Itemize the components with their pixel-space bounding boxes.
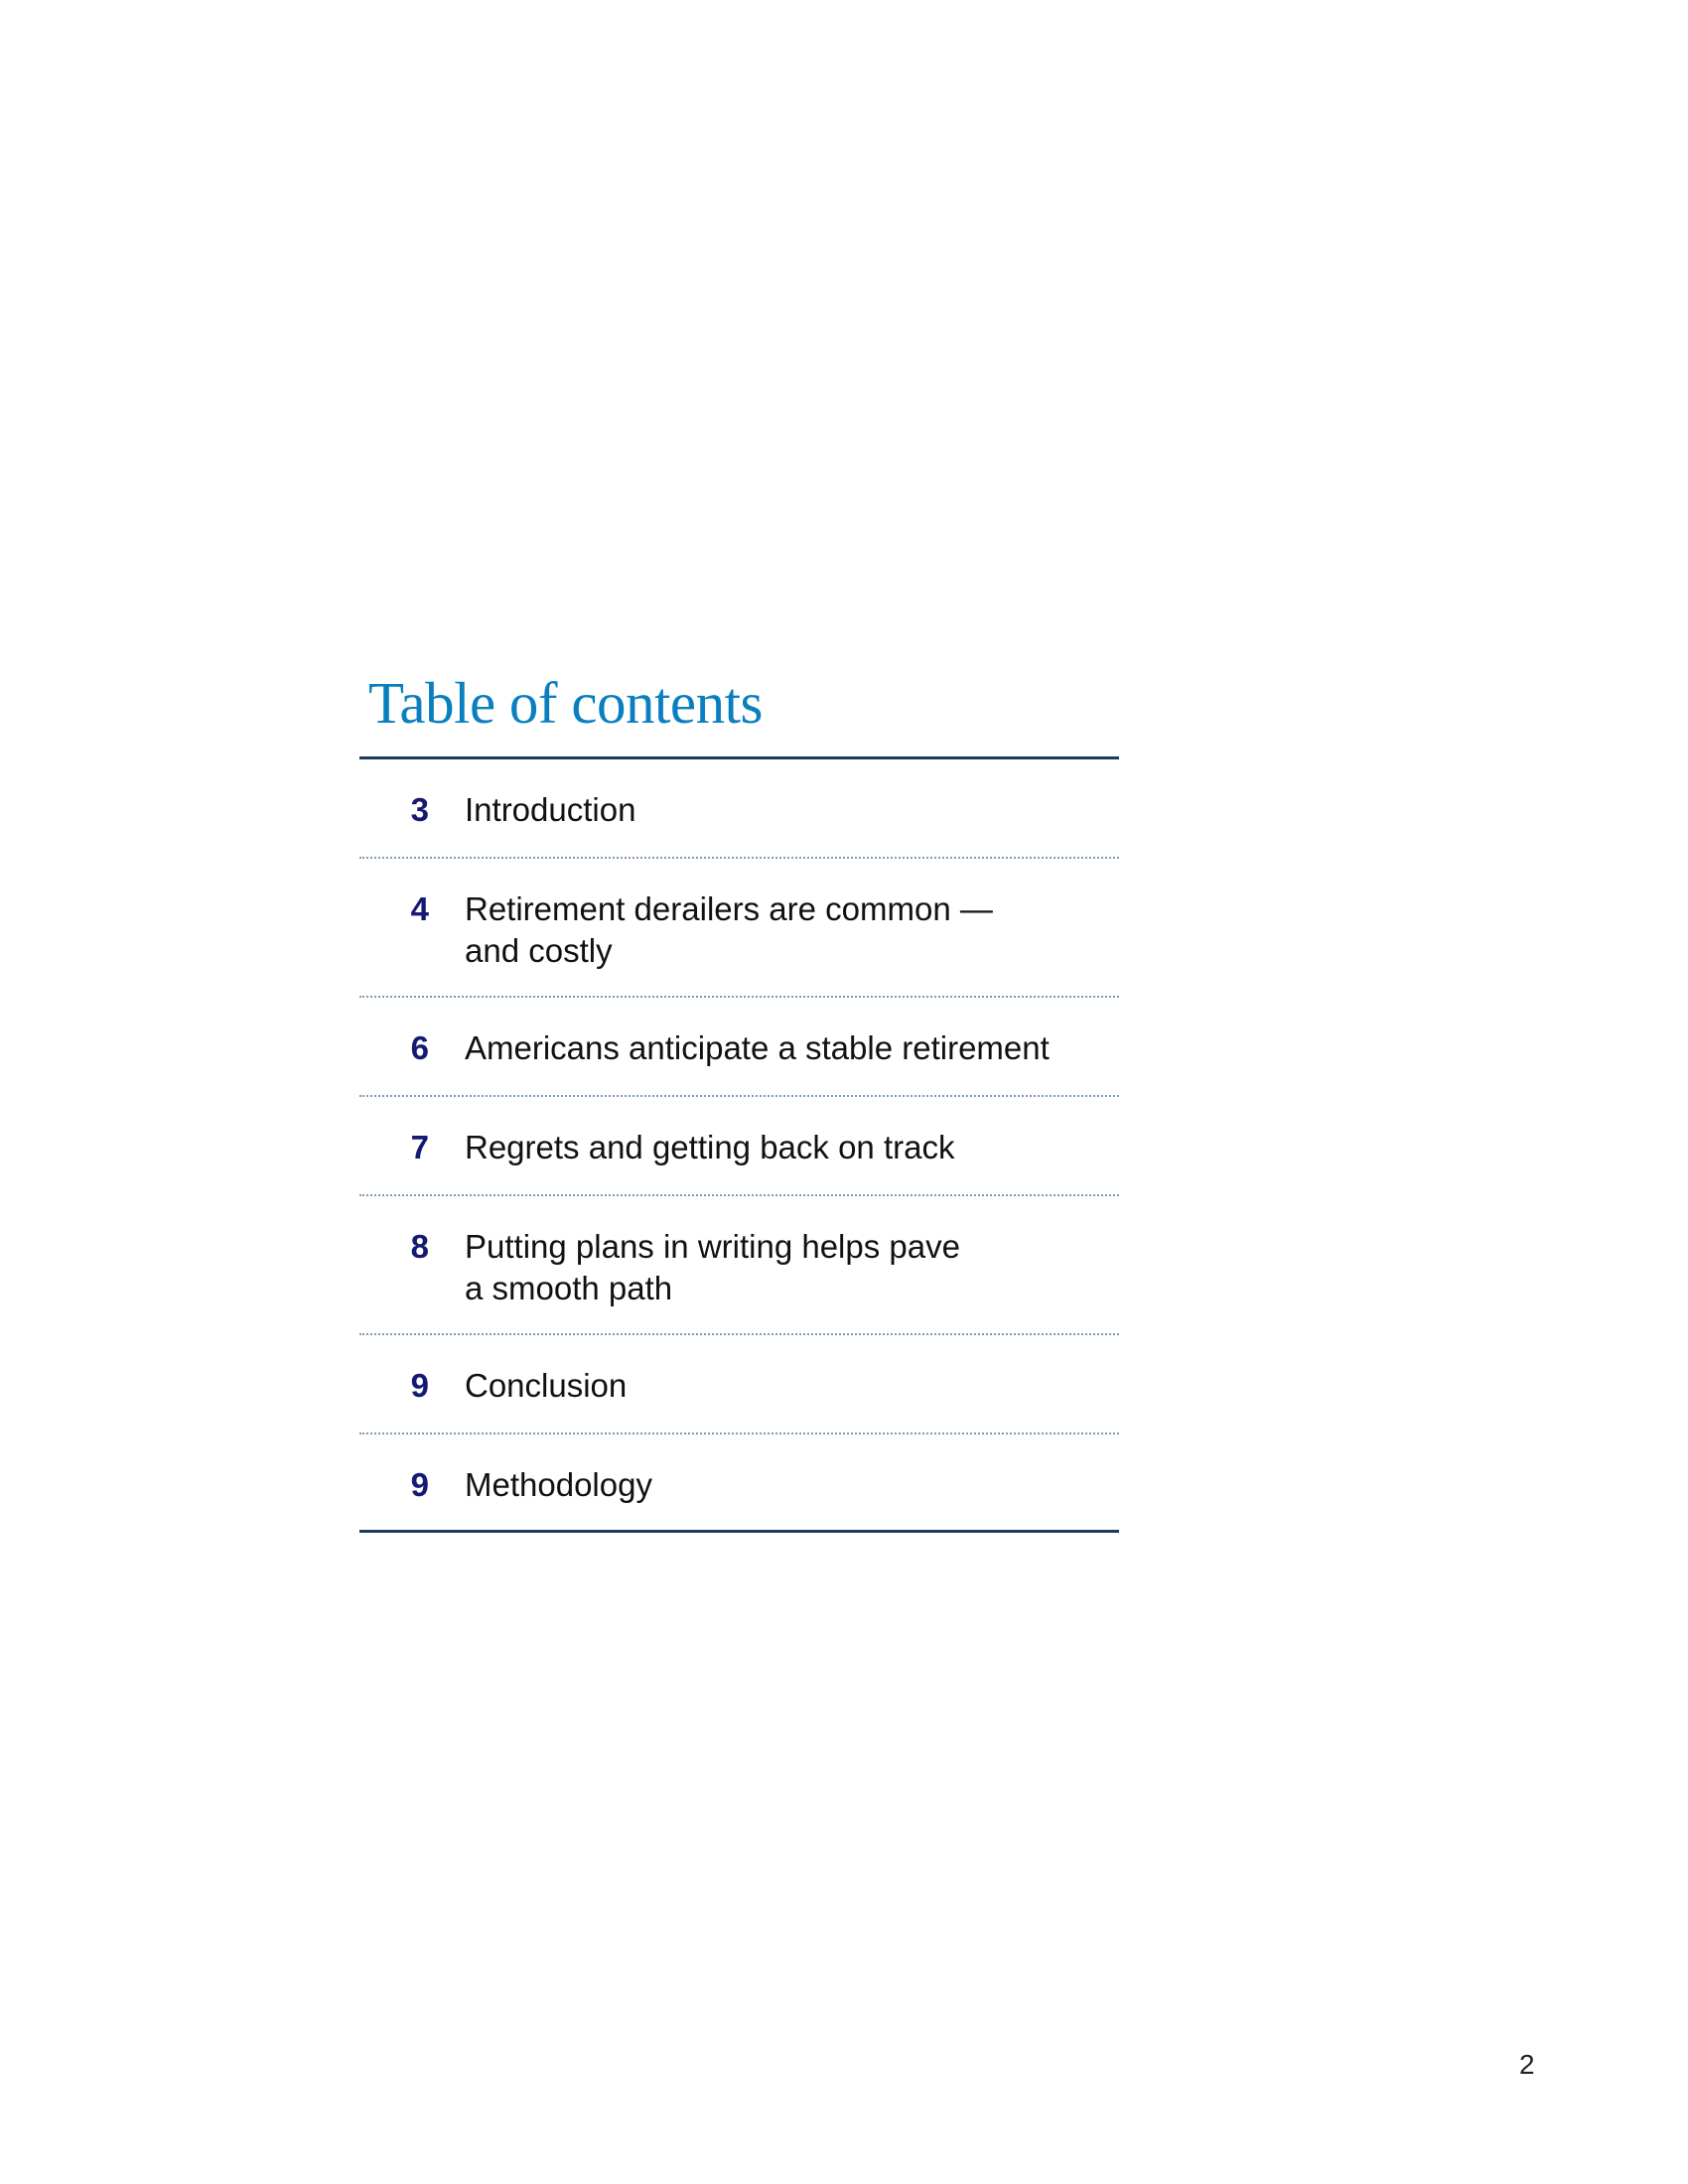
toc-item-conclusion[interactable] xyxy=(359,1335,1119,1434)
toc-page-number: 3 xyxy=(410,791,429,828)
toc-label-line: Putting plans in writing helps pave xyxy=(465,1228,960,1265)
toc-label[interactable] xyxy=(465,1226,1080,1309)
toc-item-regrets[interactable] xyxy=(359,1097,1119,1196)
toc-item-retirement-derailers[interactable] xyxy=(359,859,1119,998)
toc-item-methodology[interactable] xyxy=(359,1434,1119,1530)
toc-label[interactable]: Methodology xyxy=(465,1466,652,1503)
toc-label[interactable] xyxy=(465,888,1080,972)
toc-label-line: a smooth path xyxy=(465,1270,673,1306)
toc-label[interactable]: Americans anticipate a stable retirement xyxy=(465,1029,1050,1066)
toc-item-stable-retirement[interactable] xyxy=(359,998,1119,1097)
toc-page-number: 9 xyxy=(410,1367,429,1404)
toc-page-number: 6 xyxy=(410,1029,429,1066)
page-number: 2 xyxy=(1519,2049,1535,2080)
toc-page-number: 4 xyxy=(410,890,429,927)
toc-label[interactable]: Conclusion xyxy=(465,1367,628,1404)
table-of-contents xyxy=(359,756,1119,1533)
toc-item-introduction[interactable] xyxy=(359,759,1119,859)
toc-page-number: 7 xyxy=(410,1129,429,1165)
toc-label-line: Retirement derailers are common — xyxy=(465,890,993,927)
toc-page-number: 9 xyxy=(410,1466,429,1503)
toc-label-line: and costly xyxy=(465,932,613,969)
page-title: Table of contents xyxy=(368,670,763,736)
toc-page-number: 8 xyxy=(410,1228,429,1265)
toc-label[interactable]: Regrets and getting back on track xyxy=(465,1129,955,1165)
toc-item-plans-in-writing[interactable] xyxy=(359,1196,1119,1335)
toc-label[interactable]: Introduction xyxy=(465,791,636,828)
